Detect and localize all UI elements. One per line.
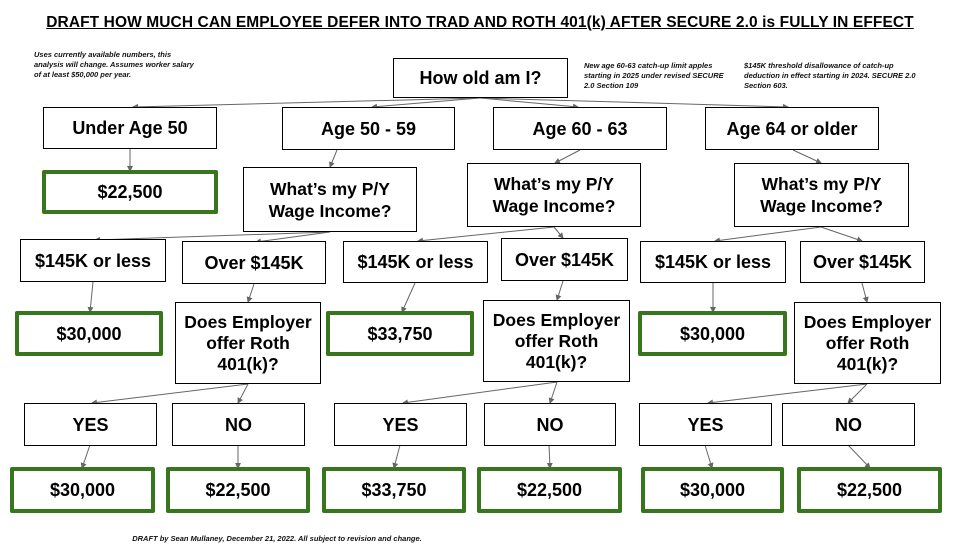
result-64-older-roth-yes [641,467,784,513]
roth-yes-60-63 [334,403,467,446]
question-label: What’s my P/Y Wage Income? [760,174,883,216]
note-age-60-63: New age 60-63 catch-up limit apples starting in 2025 under revised SECURE 2.0 Section 109 [584,61,724,90]
question-label: What’s my P/Y Wage Income? [492,174,616,216]
question-label: Does Employer offer Roth 401(k)? [803,311,932,374]
roth-no-64-older [782,403,915,446]
income-label: Over $145K [812,252,913,272]
roth-question-64-older [794,302,941,384]
result-amount: $33,750 [361,480,427,500]
age-50-59-box [282,107,455,150]
result-amount: $30,000 [56,323,122,344]
income-label: Over $145K [514,249,615,270]
roth-yes-64-older [639,403,772,446]
root-question-box [393,58,568,98]
note-145k-threshold: $145K threshold disallowance of catch-up deduction in effect starting in 2024. SECURE 2.0 Section 603. [744,61,916,90]
result-64-older-roth-no [797,467,942,513]
income-label: Over $145K [204,252,304,273]
question-label: Does Employer offer Roth 401(k)? [184,311,312,374]
result-amount: $30,000 [679,480,746,500]
roth-no-50-59 [172,403,305,446]
answer-label: NO [835,414,862,435]
answer-label: YES [382,414,419,435]
age-label: Age 50 - 59 [320,118,417,139]
result-60-63-le145 [326,311,474,356]
age-60-63-box [493,107,667,150]
income-label: $145K or less [34,250,152,271]
roth-no-60-63 [484,403,616,446]
age-label: Under Age 50 [72,118,188,138]
result-under-50 [42,170,218,214]
question-label: What’s my P/Y Wage Income? [268,178,392,221]
result-60-63-roth-no [477,467,622,513]
page-title: DRAFT HOW MUCH CAN EMPLOYEE DEFER INTO TRAD AND ROTH 401(k) AFTER SECURE 2.0 is FULLY IN EFFECT [46,14,914,31]
result-amount: $33,750 [367,323,433,344]
answer-label: YES [687,414,724,435]
note-assumptions: Uses currently available numbers, this analysis will change. Assumes worker salary of at least $50,000 per year. [34,50,194,79]
income-le145-50-59 [20,239,166,282]
answer-label: NO [225,414,252,435]
result-amount: $22,500 [97,182,163,202]
result-amount: $30,000 [679,323,746,344]
answer-label: NO [536,414,564,435]
income-label: $145K or less [654,252,772,272]
wage-question-64-older [734,163,909,227]
age-label: Age 60 - 63 [532,118,628,139]
answer-label: YES [72,414,109,435]
result-amount: $22,500 [516,480,583,500]
result-50-59-roth-no [166,467,310,513]
age-64-older-box [705,107,879,150]
result-amount: $22,500 [836,480,903,500]
wage-question-50-59 [243,167,417,232]
result-64-older-le145 [638,311,787,356]
question-label: Does Employer offer Roth 401(k)? [492,309,621,372]
result-60-63-roth-yes [322,467,466,513]
footer [0,528,960,546]
result-amount: $30,000 [49,480,116,500]
income-over145-50-59 [182,241,326,284]
footer-credit: DRAFT by Sean Mullaney, December 21, 2022. All subject to revision and change. [132,534,422,543]
result-50-59-le145 [15,311,163,356]
wage-question-60-63 [467,163,641,227]
root-question-label: How old am I? [419,68,542,88]
roth-question-50-59 [175,302,321,384]
income-over145-60-63 [501,238,628,281]
result-50-59-roth-yes [10,467,155,513]
roth-yes-50-59 [24,403,157,446]
income-le145-60-63 [343,241,488,283]
income-over145-64-older [800,241,925,283]
age-under-50-box [43,107,217,149]
age-label: Age 64 or older [726,118,858,139]
roth-question-60-63 [483,300,630,382]
income-le145-64-older [640,241,786,283]
result-amount: $22,500 [205,480,271,500]
income-label: $145K or less [357,252,474,272]
